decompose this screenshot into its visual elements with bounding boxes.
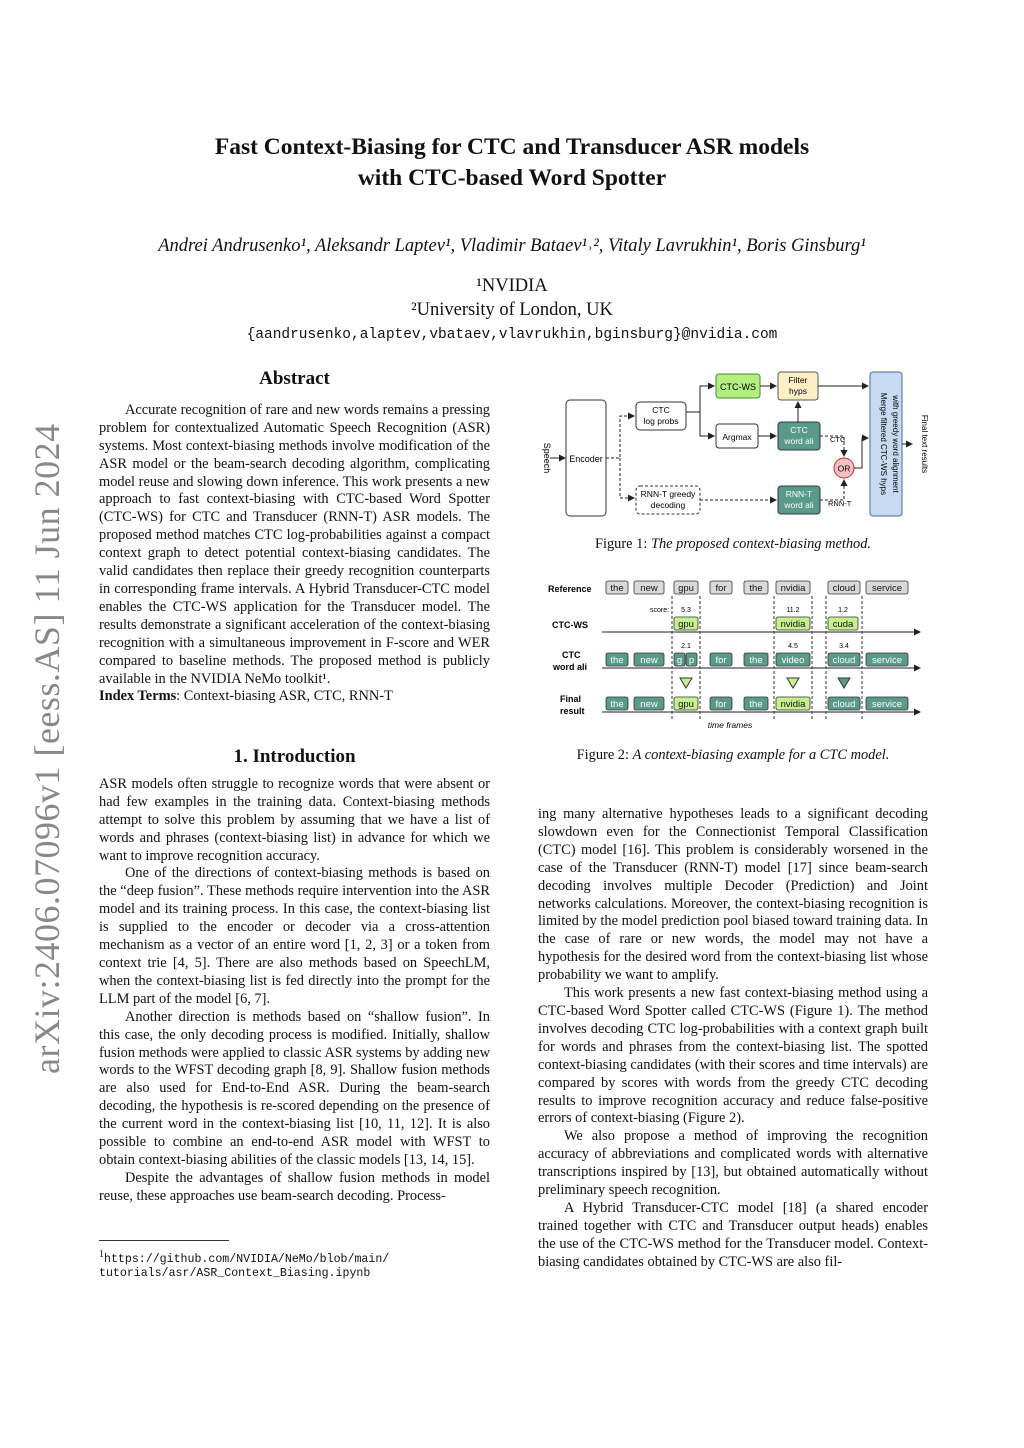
rnnt-side-label: RNN-T [828,499,852,508]
encoder-to-ctc-arrow [606,416,634,458]
row-final-label-1: Final [560,694,582,704]
affiliation-london: ²University of London, UK [411,300,613,320]
final-word-3: for [715,699,727,710]
ctcws-word-1: nvidia [780,619,806,630]
figure-2-caption-label: Figure 2: [576,747,633,763]
or-label: OR [837,463,851,474]
figure-1-caption [538,536,928,553]
arxiv-stamp: arXiv:2406.07096v1 [eess.AS] 11 Jun 2024 [27,423,67,1074]
intro-paragraph-4: Despite the advantages of shallow fusion methods in model reuse, these approaches use beam-search decoding. Process- [99,1169,490,1204]
rnnt-to-or-arrow [820,480,844,500]
row-ctc-label-1: CTC [562,650,581,660]
final-word-5: nvidia [780,699,806,710]
introduction-section [99,748,490,1206]
merge-label-1: Merge filtered CTC-WS hyps [879,392,888,496]
arrow-nvidia-replace [787,678,799,688]
fig2-word-layer [606,581,908,710]
right-paragraph-4: A Hybrid Transducer-CTC model [18] (a shared encoder trained together with CTC and Transducer output heads) enables the use of the CTC-WS method for the Transducer model. Context-biasing candidates obtained by CTC-WS are also fil- [538,1199,928,1270]
final-word-4: the [749,699,763,710]
reference-word-4: the [749,583,763,594]
reference-word-1: new [640,583,658,594]
abstract-text: Accurate recognition of rare and new words remains a pressing problem for contextualized Automatic Speech Recognition (ASR) systems. Most context-biasing methods involve modification of the ASR model or the beam-search decoding algorithm, complicating model reuse and slowing down inference. This work presents a new approach to fast context-biasing with CTC-based Word Spotter (CTC-WS) for CTC and Transducer (RNN-T) ASR models. The proposed method matches CTC log-probabilities against a compact context graph to detect potential context-biasing candidates. The valid candidates then replace their greedy recognition counterparts in corresponding frame intervals. A Hybrid Transducer-CTC model enables the CTC-WS application for the Transducer model. The results demonstrate a significant acceleration of the context-biasing recognition with a simultaneous improvement in F-score and WER compared to baseline methods. The proposed method is publicly available in the NVIDIA NeMo toolkit¹. [99,401,490,687]
index-terms-text: : Context-biasing ASR, CTC, RNN-T [176,688,393,705]
figure-1-diagram [536,368,936,524]
footnote-url-1[interactable]: https://github.com/NVIDIA/NeMo/blob/main/ [104,1252,390,1266]
ctcws-score-2: 1.2 [838,607,848,614]
affiliation-nvidia: ¹NVIDIA [476,276,548,296]
intro-paragraph-3: Another direction is methods based on “shallow fusion”. In this case, the only decoding process is modified. Initially, shallow fusion methods were applied to classic ASR systems by adding new words to the WFST decoding graph [8, 9]. Shallow fusion methods are also used for End-to-End ASR. During the beam-search decoding, the hypothesis is re-scored depending on the presence of the current word in the context-biasing list [10, 11, 12]. It is also possible to combine an end-to-end ASR model with WFST to obtain context-biasing abilities of the classic models [13, 14, 15]. [99,1008,490,1168]
figure-1-caption-label: Figure 1: [594,536,651,552]
final-word-6: cloud [832,699,856,710]
row-ctcws-label: CTC-WS [552,620,588,630]
ctc-word-4: for [715,655,727,666]
rnnt-greedy-label-2: decoding [650,500,686,510]
time-frames-label: time frames [707,720,753,730]
logprobs-to-argmax-arrow [700,412,714,436]
reference-word-2: gpu [678,583,694,594]
reference-word-3: for [715,583,727,594]
figure-2-caption [538,747,928,764]
right-column-text [538,806,928,1272]
or-to-merge-arrow [854,438,868,468]
ctc-score-0: 2.1 [681,643,691,650]
title-line-1: Fast Context-Biasing for CTC and Transducer ASR models [214,134,810,160]
index-terms-label: Index Terms [99,688,177,705]
final-results-label: Final text results [920,414,929,474]
ctc-word-5: the [749,655,763,666]
row-final-label-2: result [560,706,585,716]
abstract-section [99,370,490,706]
speech-label: Speech [542,442,552,474]
footnote-rule [99,1240,229,1241]
logprobs-to-ctcws-arrow [686,386,714,412]
abstract-heading: Abstract [259,368,330,389]
introduction-heading: 1. Introduction [233,746,356,767]
ctcws-word-0: gpu [678,619,694,630]
filter-label-1: Filter [788,375,808,385]
ctc-word-2: g [676,655,683,666]
ctc-word-ali-label-2: word ali [784,436,814,446]
ctcws-word-2: cuda [832,619,854,630]
ctc-word-0: the [610,655,624,666]
final-word-2: gpu [678,699,694,710]
arrow-cloud-keep [838,678,850,688]
rnnt-word-ali-label-1: RNN-T [785,489,813,499]
figure-1-caption-text: The proposed context-biasing method. [650,536,872,552]
reference-word-7: service [871,583,903,594]
merge-label-2: with greedy word alignment [891,395,900,493]
ctc-word-1: new [640,655,658,666]
footnote [99,1248,490,1281]
arrow-gpu-replace [680,678,692,688]
ctc-word-6: video [781,655,805,666]
argmax-label: Argmax [722,432,752,442]
ctc-word-3: p [688,655,695,666]
ctc-score-1: 4.5 [788,643,798,650]
figure-2-caption-text: A context-biasing example for a CTC model. [632,747,890,763]
right-paragraph-3: We also propose a method of improving the recognition accuracy of abbreviations and complicated words with alternative transcriptions inspired by [13], but obtained automatically without preliminary speech recognition. [538,1128,928,1199]
ctc-logprobs-label-1: CTC [652,405,670,415]
footnote-url-2[interactable]: tutorials/asr/ASR_Context_Biasing.ipynb [99,1266,371,1280]
ctc-word-8: service [871,655,903,666]
final-word-7: service [871,699,903,710]
ctc-logprobs-label-2: log probs [643,416,679,426]
author-emails: {aandrusenko,alaptev,vbataev,vlavrukhin,bginsburg}@nvidia.com [246,327,778,343]
paper-title [0,132,1024,194]
score-label: score: [650,607,670,614]
intro-paragraph-2: One of the directions of context-biasing methods is based on the “deep fusion”. These methods require intervention into the ASR model and its training process. In this case, the context-biasing list is supplied to the encoder or decoder via a cross-attention mechanism as a vector of an entire word [1, 2, 3] or a token from context trie [4, 5]. There are also methods based on SpeechLM, when the context-biasing list is fed directly into the prompt for the LLM part of the model [6, 7]. [99,865,490,1007]
index-terms [99,688,490,706]
ctcws-score-1: 11.2 [786,607,800,614]
ctc-score-2: 3.4 [839,643,849,650]
final-word-1: new [640,699,658,710]
right-paragraph-1: ing many alternative hypotheses leads to a significant decoding slowdown even for the Connectionist Temporal Classification (CTC) model [16]. This problem is considerably worsened in the case of the Transducer (RNN-T) model [17] since beam-search decoding involves multiple Decoder (Prediction) and Joint networks calculations. Moreover, the context-biasing recognition is limited by the model prediction pool biased toward training data. In the case of rare or new words, the model may not have a hypothesis for the desired word from the context-biasing list whose probability we want to amplify. [538,806,928,984]
rnnt-word-ali-label-2: word ali [784,500,814,510]
footnote-mark: 1 [99,1249,104,1260]
row-reference-label: Reference [548,584,592,594]
final-word-0: the [610,699,624,710]
title-line-2: with CTC-based Word Spotter [357,165,667,191]
reference-word-6: cloud [832,583,856,594]
row-ctc-label-2: word ali [553,662,588,672]
ctc-word-ali-label-1: CTC [790,425,808,435]
encoder-to-rnnt-arrow [620,458,634,498]
author-list: Andrei Andrusenko¹, Aleksandr Laptev¹, Vladimir Bataev¹˒², Vitaly Lavrukhin¹, Boris Ginsburg¹ [158,236,866,256]
encoder-label: Encoder [569,454,603,464]
ctc-word-7: cloud [832,655,856,666]
intro-paragraph-1: ASR models often struggle to recognize words that were absent or had few examples in the training data. Context-biasing methods attempt to solve this problem by assuming that we have a list of words and phrases (context-biasing list) in advance for which we want to improve recognition accuracy. [99,775,490,864]
figure-2-diagram [540,574,930,734]
rnnt-greedy-label-1: RNN-T greedy [640,489,696,499]
ctc-side-label: CTC [830,435,846,444]
ctcws-score-0: 5.3 [681,607,691,614]
filter-label-2: hyps [789,386,807,396]
right-paragraph-2: This work presents a new fast context-biasing method using a CTC-based Word Spotter called CTC-WS (Figure 1). The method involves decoding CTC log-probabilities with a context graph built for words and phrases from the context-biasing list. The spotted context-biasing candidates (with their scores and time intervals) are compared by scores with words from the greedy CTC decoding results to improve recognition accuracy and reduce false-positive errors of context-biasing (Figure 2). [538,985,928,1127]
reference-word-0: the [610,583,624,594]
ctcws-label: CTC-WS [720,382,756,392]
reference-word-5: nvidia [780,583,806,594]
